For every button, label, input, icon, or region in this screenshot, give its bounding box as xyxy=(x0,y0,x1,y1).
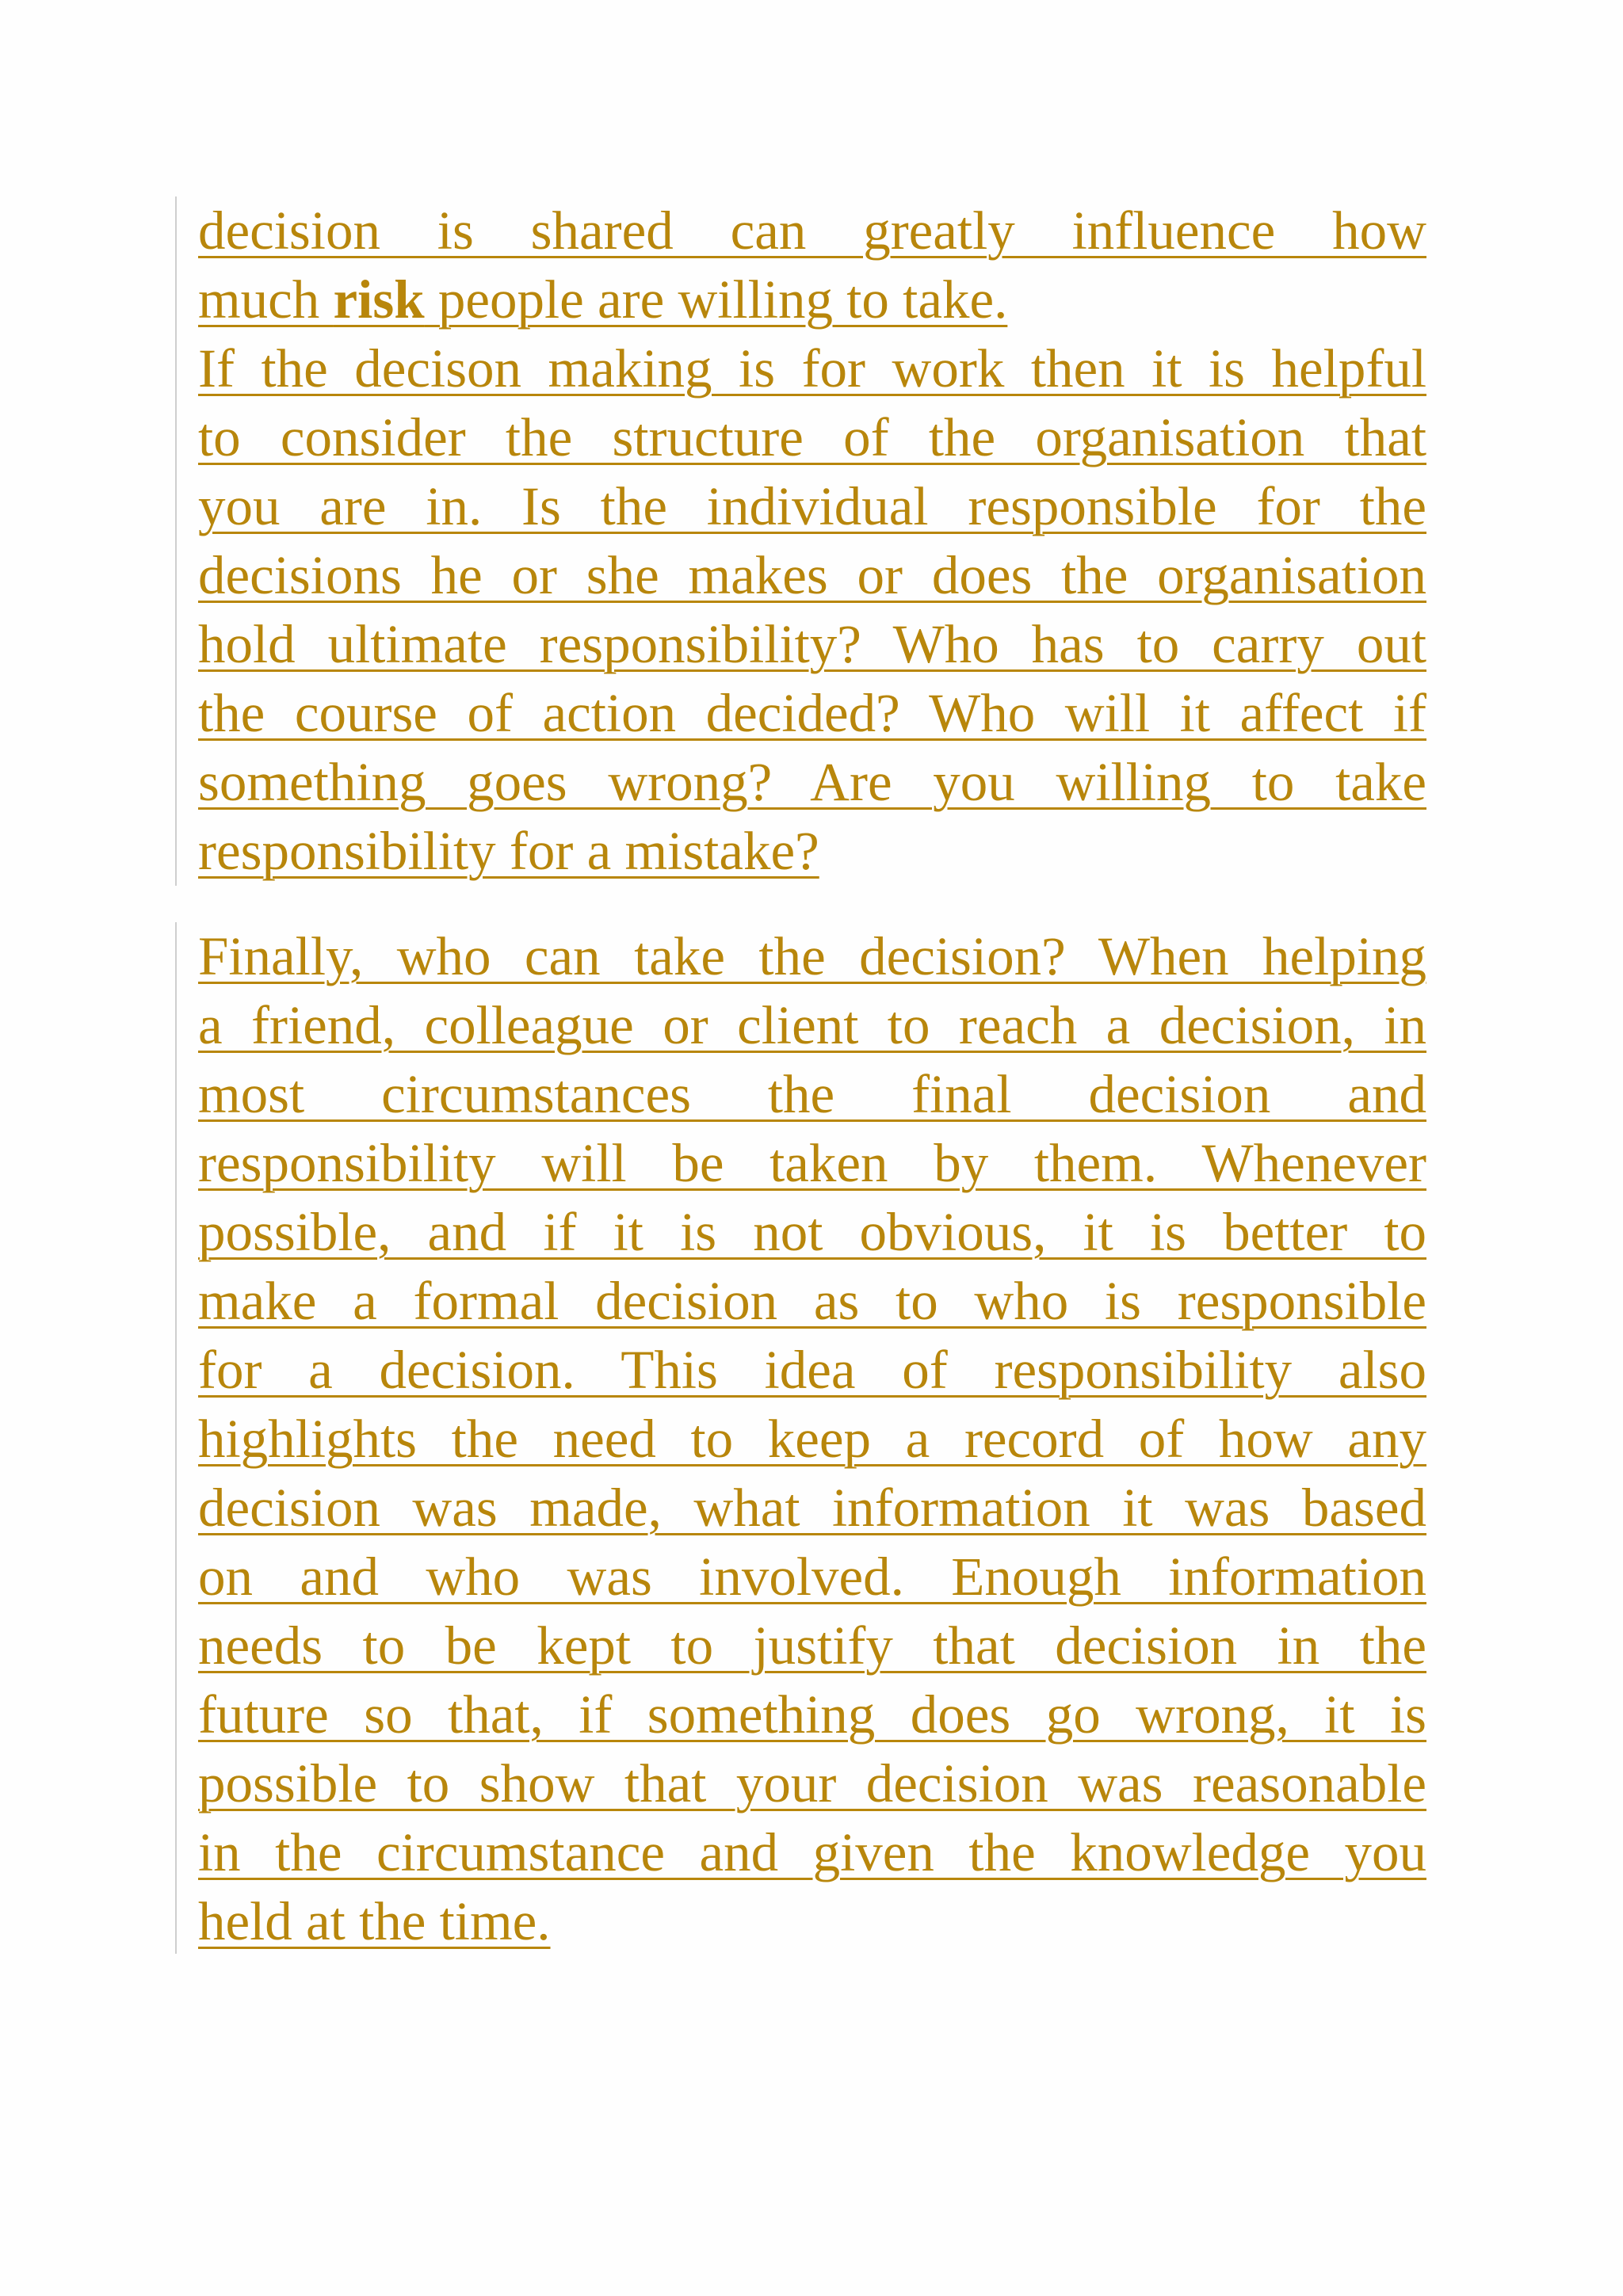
text-line: Finally, who can take the decision? When helping xyxy=(198,926,1426,986)
text-line: highlights the need to keep a record of how any xyxy=(198,1409,1426,1469)
text-line: something goes wrong? Are you willing to take xyxy=(198,752,1426,812)
paragraph-one xyxy=(198,196,1426,886)
text-line: possible to show that your decision was reasonable xyxy=(198,1753,1426,1814)
text-line: make a formal decision as to who is responsible xyxy=(198,1271,1426,1331)
text-line: If the decison making is for work then it is helpful xyxy=(198,338,1426,399)
text-line: for a decision. This idea of responsibility also xyxy=(198,1340,1426,1400)
text-line: most circumstances the final decision and xyxy=(198,1064,1426,1124)
text-line: decision is shared can greatly influence how xyxy=(198,200,1426,261)
text-run: people are willing to take. xyxy=(424,269,1008,330)
text-line: in the circumstance and given the knowledge you xyxy=(198,1822,1426,1882)
text-line: hold ultimate responsibility? Who has to carry out xyxy=(198,614,1426,674)
text-line: responsibility for a mistake? xyxy=(198,821,819,881)
text-line: you are in. Is the individual responsible for the xyxy=(198,476,1426,536)
text-run: much xyxy=(198,269,334,330)
text-line: needs to be kept to justify that decision in the xyxy=(198,1615,1426,1676)
text-line: possible, and if it is not obvious, it is better to xyxy=(198,1202,1426,1262)
text-line: to consider the structure of the organisation that xyxy=(198,407,1426,467)
text-line: the course of action decided? Who will it affect if xyxy=(198,683,1426,743)
bold-term: risk xyxy=(333,269,425,330)
text-line xyxy=(198,265,1426,334)
change-bar xyxy=(175,922,177,1954)
text-line: a friend, colleague or client to reach a decision, in xyxy=(198,995,1426,1055)
text-line: decision was made, what information it was based xyxy=(198,1478,1426,1538)
text-line: responsibility will be taken by them. Whenever xyxy=(198,1133,1426,1193)
text-line: held at the time. xyxy=(198,1891,551,1951)
change-bar xyxy=(175,196,177,886)
text-line: on and who was involved. Enough information xyxy=(198,1547,1426,1607)
text-line: future so that, if something does go wrong, it is xyxy=(198,1684,1426,1745)
text-line: decisions he or she makes or does the organisation xyxy=(198,545,1426,605)
paragraph-two xyxy=(198,922,1426,1956)
